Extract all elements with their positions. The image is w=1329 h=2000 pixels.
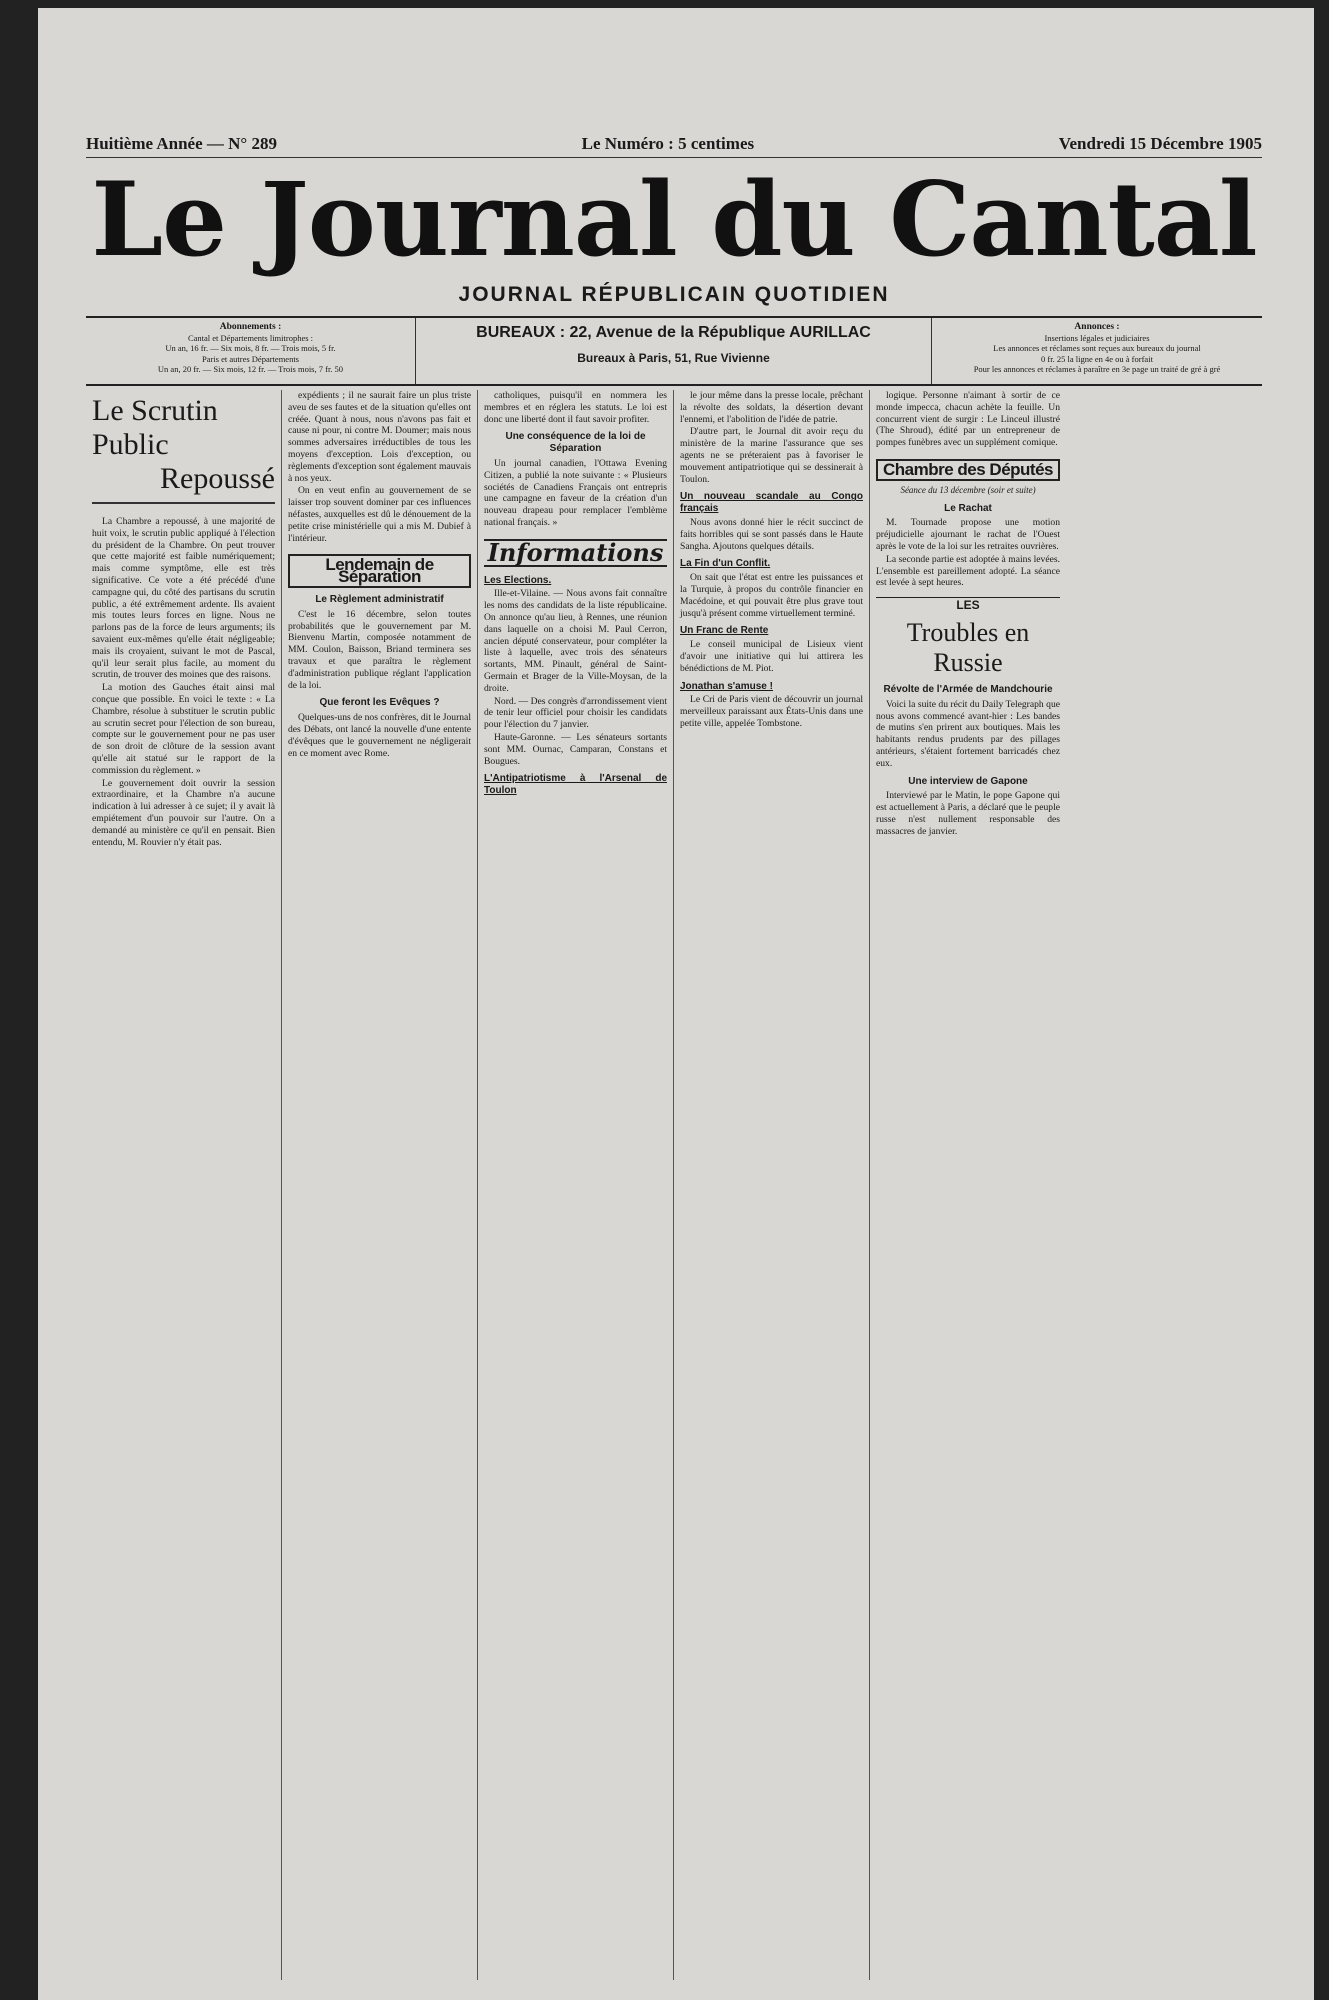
paragraph: La motion des Gauches était ainsi mal conçue que possible. En voici le texte : « La Chambre, résolue à substituer le scrutin public au scrutin secret pour l'élection de son bureau, compte sur le gouvernement pour ne pas user de son droit de clôture de la session avant qu'elle ait statué sur le rapport de la commission du règlement. » bbox=[92, 682, 275, 776]
offices-address: BUREAUX : 22, Avenue de la République AURILLAC bbox=[476, 324, 871, 341]
paragraph: Quelques-uns de nos confrères, dit le Journal des Débats, ont lancé la nouvelle d'une entente d'évêques que le gouvernement ne négligerait en ce moment avec Rome. bbox=[288, 712, 471, 759]
subheading: Un nouveau scandale au Congo français bbox=[680, 491, 863, 515]
masthead-title: Le Journal du Cantal bbox=[91, 160, 1257, 280]
paragraph: expédients ; il ne saurait faire un plus triste aveu de ses fautes et de la situation qu'elles ont créée. Quant à nous, nous n'avons pas fait et cause ni pour, ni contre M. Doumer; mais nous sommes adversaires irréductibles de tous les moyens d'exception. Lois d'exception, ou règlements d'exception sont également mauvais à nos yeux. bbox=[288, 390, 471, 484]
subscriptions-box bbox=[86, 318, 416, 384]
subheading: Les Elections. bbox=[484, 574, 552, 586]
subheading: Un Franc de Rente bbox=[680, 625, 769, 637]
section-headline: Troubles en Russie bbox=[906, 617, 1030, 677]
paragraph: Un journal canadien, l'Ottawa Evening Citizen, a publié la note suivante : « Plusieurs sociétés de Canadiens Français ont entrepris une campagne en faveur de la création d'un nouveau drapeau pour remplacer l'emblème national français. » bbox=[484, 457, 667, 528]
subheading: L'Antipatriotisme à l'Arsenal de Toulon bbox=[484, 773, 667, 797]
paragraph: Voici la suite du récit du Daily Telegraph que nous avons commencé avant-hier : Les bandes de mutins s'en prirent aux boutiques. Mais les habitants rendus prudents par des pillages antérieurs, s'étaient fortement barricadés chez eux. bbox=[876, 698, 1060, 769]
section-headline: Chambre des Députés bbox=[876, 459, 1060, 481]
column-3 bbox=[478, 390, 674, 1980]
offices-box bbox=[416, 318, 932, 384]
paragraph: On sait que l'état est entre les puissances et la Turquie, à propos du contrôle financier en Macédoine, et qui pouvait être plus grave tout jusqu'à présent comme virtuellement terminé. bbox=[680, 572, 863, 619]
paragraph: Nous avons donné hier le récit succinct de faits horribles qui se sont passés dans le Haute Sangha. Ajoutons quelques détails. bbox=[680, 516, 863, 552]
subscriptions-line: Un an, 20 fr. — Six mois, 12 fr. — Trois mois, 7 fr. 50 bbox=[157, 364, 344, 374]
advertising-box bbox=[932, 318, 1262, 384]
masthead-subtitle: JOURNAL RÉPUBLICAIN QUOTIDIEN bbox=[458, 283, 890, 306]
info-bar bbox=[86, 316, 1262, 386]
column-2 bbox=[282, 390, 478, 1980]
advertising-line: Insertions légales et judiciaires bbox=[1044, 332, 1150, 343]
paragraph: le jour même dans la presse locale, prêchant la révolte des soldats, la désertion devant l'ennemi, et l'abolition de l'idée de patrie. bbox=[680, 390, 863, 425]
paragraph: logique. Personne n'aimant à sortir de ce monde impecca, chacun achète la feuille. Un concurrent vient de surgir : Le Linceul illustré (The Shroud), édité par un entrepreneur de pompes funèbres avec un supplément comique. bbox=[876, 390, 1060, 449]
paragraph: M. Tournade propose une motion préjudicielle ajournant le rachat de l'Ouest après le vote de la loi sur les retraites ouvrières. bbox=[876, 517, 1060, 552]
paragraph: La seconde partie est adoptée à mains levées. L'ensemble est pareillement adopté. La séance est levée à sept heures. bbox=[876, 553, 1060, 589]
subheading: Que feront les Evêques ? bbox=[319, 697, 440, 709]
column-1 bbox=[86, 390, 282, 1980]
advertising-line: Pour les annonces et réclames à paraître en 3e page un traité de gré à gré bbox=[973, 364, 1221, 374]
lead-headline bbox=[92, 394, 275, 504]
paragraph: La Chambre a repoussé, à une majorité de huit voix, le scrutin public appliqué à l'élection du président de la Chambre. On peut trouver que cette majorité est faible numériquement; mais comme symptôme, elle est très significative. Ce vote a été précédé d'une campagne qui, du côté des partisans du scrutin public, a été extrêmement ardente. Ils avaient mis toutes leurs forces en ligne. Nous ne parlons pas de la force de leurs arguments; ils savaient eux-mêmes qu'elle était négligeable; mais ils croyaient, suivant le mot de Pascal, qu'il leur serait plus facile, au moment du scrutin, de trouver des moines que des raisons. bbox=[92, 516, 275, 681]
paragraph: catholiques, puisqu'il en nommera les membres et en réglera les statuts. Le loi est donc une liberté dont il faut savoir profiter. bbox=[484, 390, 667, 425]
issue-number: Huitième Année — N° 289 bbox=[86, 134, 277, 153]
issue-date: Vendredi 15 Décembre 1905 bbox=[1058, 134, 1262, 153]
paragraph: On en veut enfin au gouvernement de se laisser trop souvent dominer par ces influences néfastes, auxquelles est dû le dénouement de la petite crise ministérielle qui a mis M. Dubief à l'intérieur. bbox=[288, 485, 471, 544]
kicker: LES bbox=[876, 597, 1060, 612]
headline-line: Le Scrutin Public bbox=[92, 394, 218, 461]
sitting-date: Séance du 13 décembre (soir et suite) bbox=[900, 484, 1036, 495]
advertising-title: Annonces : bbox=[1074, 322, 1120, 332]
subheading: Une interview de Gapone bbox=[908, 775, 1028, 787]
subscriptions-title: Abonnements : bbox=[219, 322, 282, 332]
subscriptions-line: Un an, 16 fr. — Six mois, 8 fr. — Trois mois, 5 fr. bbox=[165, 343, 336, 353]
subscriptions-line: Cantal et Départements limitrophes : bbox=[187, 332, 314, 343]
subscriptions-line: Paris et autres Départements bbox=[201, 353, 299, 364]
informations-headline: Informations bbox=[484, 539, 667, 567]
paragraph: Ille-et-Vilaine. — Nous avons fait connaître les noms des candidats de la liste républicaine. On annonce qu'au lieu, à Rennes, une réunion dans laquelle on a choisi M. Paul Cerron, ancien député conservateur, pour compléter la liste à laquelle, avec trois des sénateurs sortants, MM. Pinault, général de Saint-Germain et Brager de la Ville-Moysan, de la droite. bbox=[484, 588, 667, 694]
paragraph: Le conseil municipal de Lisieux vient d'avoir une initiative qui lui attirera les bénédictions de M. Piot. bbox=[680, 639, 863, 674]
advertising-line: 0 fr. 25 la ligne en 4e ou à forfait bbox=[1041, 353, 1153, 364]
paragraph: Le Cri de Paris vient de découvrir un journal merveilleux paraissant aux États-Unis dans une petite ville, appelée Tombstone. bbox=[680, 694, 863, 729]
section-headline: Lendemain de Séparation bbox=[288, 554, 471, 588]
paragraph: Haute-Garonne. — Les sénateurs sortants sont MM. Ournac, Camparan, Constans et Bougues. bbox=[484, 731, 667, 767]
headline-line: Repoussé bbox=[160, 462, 275, 495]
subheading: Le Règlement administratif bbox=[315, 593, 444, 605]
column-5 bbox=[870, 390, 1066, 1980]
paragraph: Interviewé par le Matin, le pope Gapone qui est actuellement à Paris, a déclaré que le peuple russe n'est nullement responsable des massacres de janvier. bbox=[876, 790, 1060, 837]
issue-line bbox=[86, 134, 1262, 158]
column-4 bbox=[674, 390, 870, 1980]
paragraph: D'autre part, le Journal dit avoir reçu du ministère de la marine l'assurance que ses agents ne se préteraient pas à favoriser le mouvement antipatriotique qui se dessinerait à Toulon. bbox=[680, 426, 863, 485]
subheading: Une conséquence de la loi de Séparation bbox=[505, 431, 646, 455]
subheading: La Fin d'un Conflit. bbox=[680, 558, 771, 570]
advertising-line: Les annonces et réclames sont reçues aux bureaux du journal bbox=[993, 343, 1201, 353]
article-columns bbox=[86, 390, 1262, 1980]
price: Le Numéro : 5 centimes bbox=[581, 134, 755, 153]
paragraph: Le gouvernement doit ouvrir la session extraordinaire, et la Chambre n'a aucune indication à lui adresser à ce sujet; il y avait là empiétement d'un pouvoir sur l'autre. On a demandé au ministère ce qu'il en pensait. Bien entendu, M. Rouvier n'y était pas. bbox=[92, 777, 275, 848]
subheading: Le Rachat bbox=[944, 502, 992, 514]
subheading: Révolte de l'Armée de Mandchourie bbox=[883, 683, 1053, 695]
newspaper-page bbox=[38, 8, 1314, 2000]
paragraph: Nord. — Des congrès d'arrondissement vient de tenir leur officiel pour choisir les candidats pour l'élection du 7 janvier. bbox=[484, 695, 667, 731]
subheading: Jonathan s'amuse ! bbox=[680, 680, 773, 692]
paragraph: C'est le 16 décembre, selon toutes probabilités que le gouvernement par M. Bienvenu Martin, composée notamment de MM. Coulon, Baisson, Briand terminera ses travaux et que paraîtra le règlement d'administration publique réglant l'application de la loi. bbox=[288, 608, 471, 691]
paris-office: Bureaux à Paris, 51, Rue Vivienne bbox=[577, 350, 770, 365]
